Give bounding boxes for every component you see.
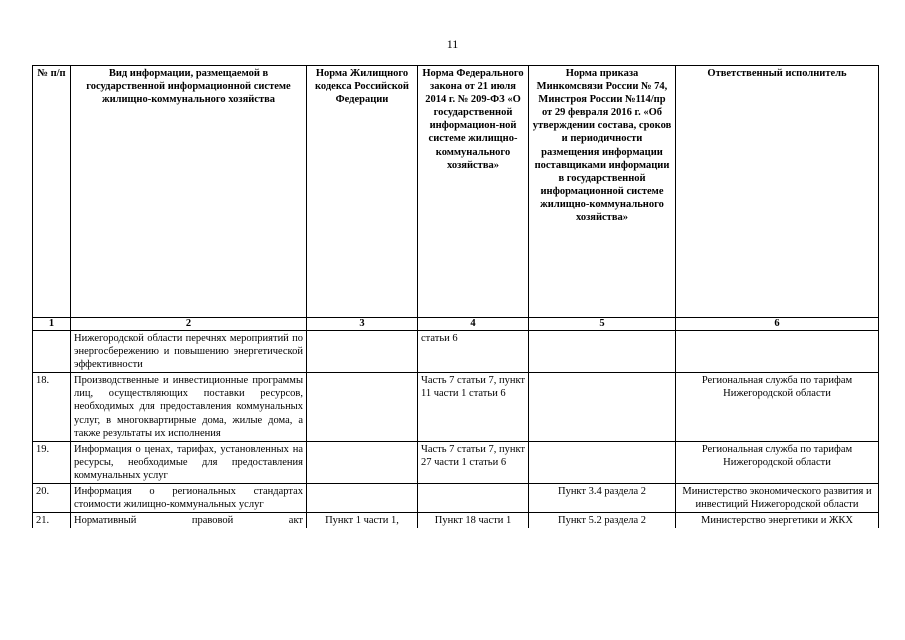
row-ministry-order — [529, 373, 676, 441]
row-number: 21. — [33, 513, 71, 529]
row-ministry-order: Пункт 3.4 раздела 2 — [529, 484, 676, 513]
column-number: 2 — [71, 318, 307, 331]
row-executor: Региональная служба по тарифам Нижегородской области — [676, 441, 879, 483]
row-federal-law: Часть 7 статьи 7, пункт 11 части 1 статьи 6 — [418, 373, 529, 441]
column-number: 6 — [676, 318, 879, 331]
row-federal-law: Пункт 18 части 1 — [418, 513, 529, 529]
column-number: 1 — [33, 318, 71, 331]
table-row — [33, 331, 879, 373]
header-executor: Ответственный исполнитель — [676, 66, 879, 318]
row-number: 18. — [33, 373, 71, 441]
row-ministry-order — [529, 441, 676, 483]
table-row — [33, 373, 879, 441]
row-housing-code — [307, 484, 418, 513]
page-number: 11 — [446, 37, 459, 51]
row-housing-code — [307, 331, 418, 373]
row-ministry-order — [529, 331, 676, 373]
row-executor: Министерство энергетики и ЖКХ — [676, 513, 879, 529]
row-executor: Региональная служба по тарифам Нижегородской области — [676, 373, 879, 441]
row-executor: Министерство экономического развития и инвестиций Нижегородской области — [676, 484, 879, 513]
table-row — [33, 513, 879, 529]
row-federal-law: Часть 7 статьи 7, пункт 27 части 1 статьи 6 — [418, 441, 529, 483]
row-ministry-order: Пункт 5.2 раздела 2 — [529, 513, 676, 529]
header-federal-law: Норма Федерального закона от 21 июля 2014 г. № 209-ФЗ «О государственной информацион-ной системе жилищно-коммунального хозяйства» — [418, 66, 529, 318]
column-number: 5 — [529, 318, 676, 331]
row-info-type: Нормативный правовой акт — [71, 513, 307, 529]
row-number: 20. — [33, 484, 71, 513]
header-housing-code: Норма Жилищного кодекса Российской Федерации — [307, 66, 418, 318]
header-info-type: Вид информации, размещаемой в государственной информационной системе жилищно-коммунального хозяйства — [71, 66, 307, 318]
column-number-row — [33, 318, 879, 331]
information-table — [32, 65, 879, 528]
row-federal-law — [418, 484, 529, 513]
table-row — [33, 484, 879, 513]
column-number: 4 — [418, 318, 529, 331]
row-info-type: Информация о региональных стандартах стоимости жилищно-коммунальных услуг — [71, 484, 307, 513]
row-housing-code: Пункт 1 части 1, — [307, 513, 418, 529]
row-housing-code — [307, 373, 418, 441]
row-info-type: Производственные и инвестиционные программы лиц, осуществляющих поставки ресурсов, необходимых для предоставления коммунальных услуг, в многоквартирные дома, жилые дома, а также результаты их исполнения — [71, 373, 307, 441]
row-executor — [676, 331, 879, 373]
header-ministry-order: Норма приказа Минкомсвязи России № 74, Минстроя России №114/пр от 29 февраля 2016 г. «Об утверждении состава, сроков и периодичности размещения информации поставщиками информации в государственной информационной системе жилищно-коммунального хозяйства» — [529, 66, 676, 318]
header-row — [33, 66, 879, 318]
row-info-type: Нижегородской области перечнях мероприятий по энергосбережению и повышению энергетической эффективности — [71, 331, 307, 373]
row-number: 19. — [33, 441, 71, 483]
column-number: 3 — [307, 318, 418, 331]
row-info-type: Информация о ценах, тарифах, установленных на ресурсы, необходимые для предоставления коммунальных услуг — [71, 441, 307, 483]
row-federal-law: статьи 6 — [418, 331, 529, 373]
header-number: № п/п — [33, 66, 71, 318]
row-number — [33, 331, 71, 373]
row-housing-code — [307, 441, 418, 483]
table-row — [33, 441, 879, 483]
